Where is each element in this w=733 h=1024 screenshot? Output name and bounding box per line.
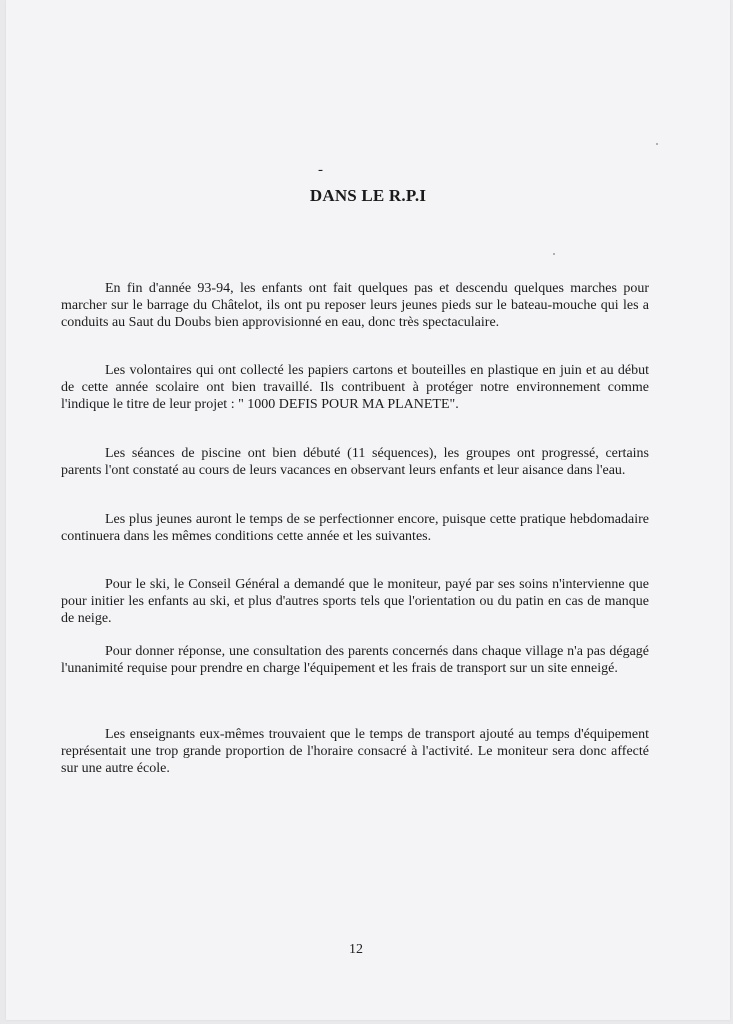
paragraph-swimming-continued: Les plus jeunes auront le temps de se perfectionner encore, puisque cette pratique hebdomadaire continuera dans les mêmes conditions cette année et les suivantes.	[61, 512, 649, 545]
paragraph-teachers: Les enseignants eux-mêmes trouvaient que le temps de transport ajouté au temps d'équipement représentait une trop grande proportion de l'horaire consacré à l'activité. Le moniteur sera donc affecté sur une autre école.	[61, 727, 649, 777]
scan-speck	[656, 143, 658, 145]
paragraph-ski: Pour le ski, le Conseil Général a demandé que le moniteur, payé par ses soins n'intervienne que pour initier les enfants au ski, et plus d'autres sports tels que l'orientation ou du patin en cas de manque de neige.	[61, 577, 649, 627]
paragraph-recycling: Les volontaires qui ont collecté les papiers cartons et bouteilles en plastique en juin et au début de cette année scolaire ont bien travaillé. Ils contribuent à protéger notre environnement comme l'indique le titre de leur projet : " 1000 DEFIS POUR MA PLANETE".	[61, 363, 649, 413]
paragraph-consultation: Pour donner réponse, une consultation des parents concernés dans chaque village n'a pas dégagé l'unanimité requise pour prendre en charge l'équipement et les frais de transport sur un site enneigé.	[61, 644, 649, 677]
page-title: DANS LE R.P.I	[309, 186, 427, 205]
document-page	[6, 0, 730, 1020]
scan-speck	[553, 253, 555, 255]
header-dash: -	[318, 162, 323, 178]
paragraph-swimming: Les séances de piscine ont bien débuté (11 séquences), les groupes ont progressé, certains parents l'ont constaté au cours de leurs vacances en observant leurs enfants et leur aisance dans l'eau.	[61, 446, 649, 479]
page-number: 12	[349, 942, 363, 957]
paragraph-outing: En fin d'année 93-94, les enfants ont fait quelques pas et descendu quelques marches pour marcher sur le barrage du Châtelot, ils ont pu reposer leurs jeunes pieds sur le bateau-mouche qui les a conduits au Saut du Doubs bien approvisionné en eau, donc très spectaculaire.	[61, 281, 649, 331]
